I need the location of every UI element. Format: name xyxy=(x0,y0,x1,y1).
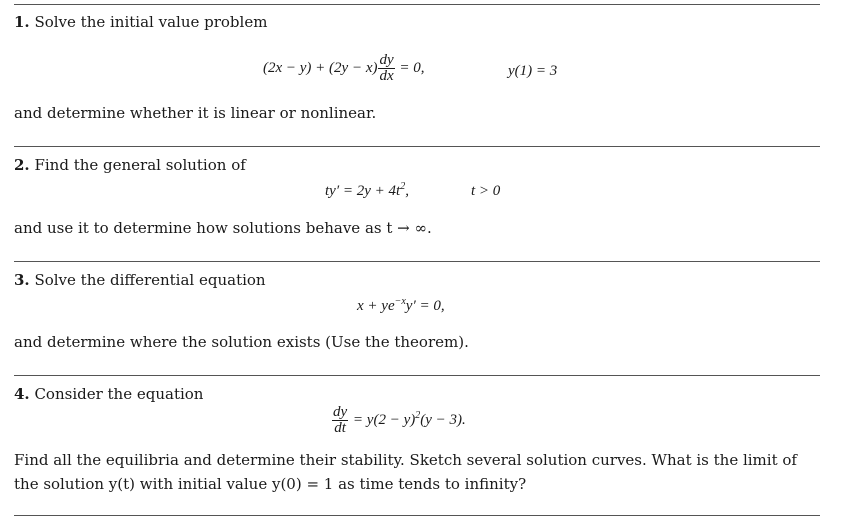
problem-4-equation xyxy=(331,405,466,436)
problem-4-followup: Find all the equilibria and determine their stability. Sketch several solution curves. What is the limit of the solution y(t) with initial value y(0) = 1 as time tends to infinity? xyxy=(14,451,797,493)
problem-1-eq-fraction xyxy=(378,53,394,84)
divider-1 xyxy=(14,146,820,147)
problem-1-heading xyxy=(14,12,267,32)
problem-4-eq-fraction xyxy=(332,405,348,436)
problem-2-heading xyxy=(14,155,246,175)
problem-2-eq-exp: 2 xyxy=(400,181,406,192)
problem-2-prompt: Find the general solution of xyxy=(34,156,246,174)
top-divider xyxy=(14,4,820,5)
problem-1-prompt: Solve the initial value problem xyxy=(34,13,268,31)
divider-2 xyxy=(14,261,820,262)
problem-2-eq-main: ty′ = 2y + 4t xyxy=(325,183,401,199)
problem-1-frac-num: dy xyxy=(379,52,394,68)
problem-4-number: 4. xyxy=(14,385,30,403)
problem-1-followup: and determine whether it is linear or nonlinear. xyxy=(14,104,377,122)
divider-3 xyxy=(14,375,820,376)
problem-4-heading xyxy=(14,384,203,404)
problem-4-eq-rhs-a: = y(2 − y) xyxy=(349,411,416,428)
problem-2-equation xyxy=(325,181,409,201)
problem-3-eq-main: x + ye xyxy=(357,298,395,314)
problem-2-number: 2. xyxy=(14,156,30,174)
problem-3-number: 3. xyxy=(14,271,30,289)
problem-1-equation xyxy=(263,53,425,84)
problem-4-eq-rhs-b: (y − 3). xyxy=(420,411,466,428)
problem-4-frac-num: dy xyxy=(333,404,348,420)
problem-1-eq-lhs: (2x − y) + (2y − x) xyxy=(263,59,378,76)
problem-3-eq-exp: −x xyxy=(394,296,406,307)
problem-3-prompt: Solve the differential equation xyxy=(34,271,266,289)
problem-4-prompt: Consider the equation xyxy=(34,385,204,403)
problem-3-eq-tail: y′ = 0, xyxy=(405,298,445,314)
problem-3-followup: and determine where the solution exists (Use the theorem). xyxy=(14,333,469,351)
problem-1-number: 1. xyxy=(14,13,30,31)
problem-3-equation xyxy=(357,296,445,316)
bottom-divider xyxy=(14,515,820,516)
problem-2-eq-tail: , xyxy=(405,183,409,199)
problem-4-frac-den: dt xyxy=(334,420,346,436)
problem-3-heading xyxy=(14,270,266,290)
problem-2-condition: t > 0 xyxy=(471,183,501,199)
problem-4-eq-exp: 2 xyxy=(415,409,421,421)
problem-1-condition: y(1) = 3 xyxy=(508,63,558,79)
problem-1-frac-den: dx xyxy=(379,68,394,84)
problem-1-eq-rhs: = 0, xyxy=(395,59,425,76)
problem-2-followup: and use it to determine how solutions behave as t → ∞. xyxy=(14,219,432,237)
